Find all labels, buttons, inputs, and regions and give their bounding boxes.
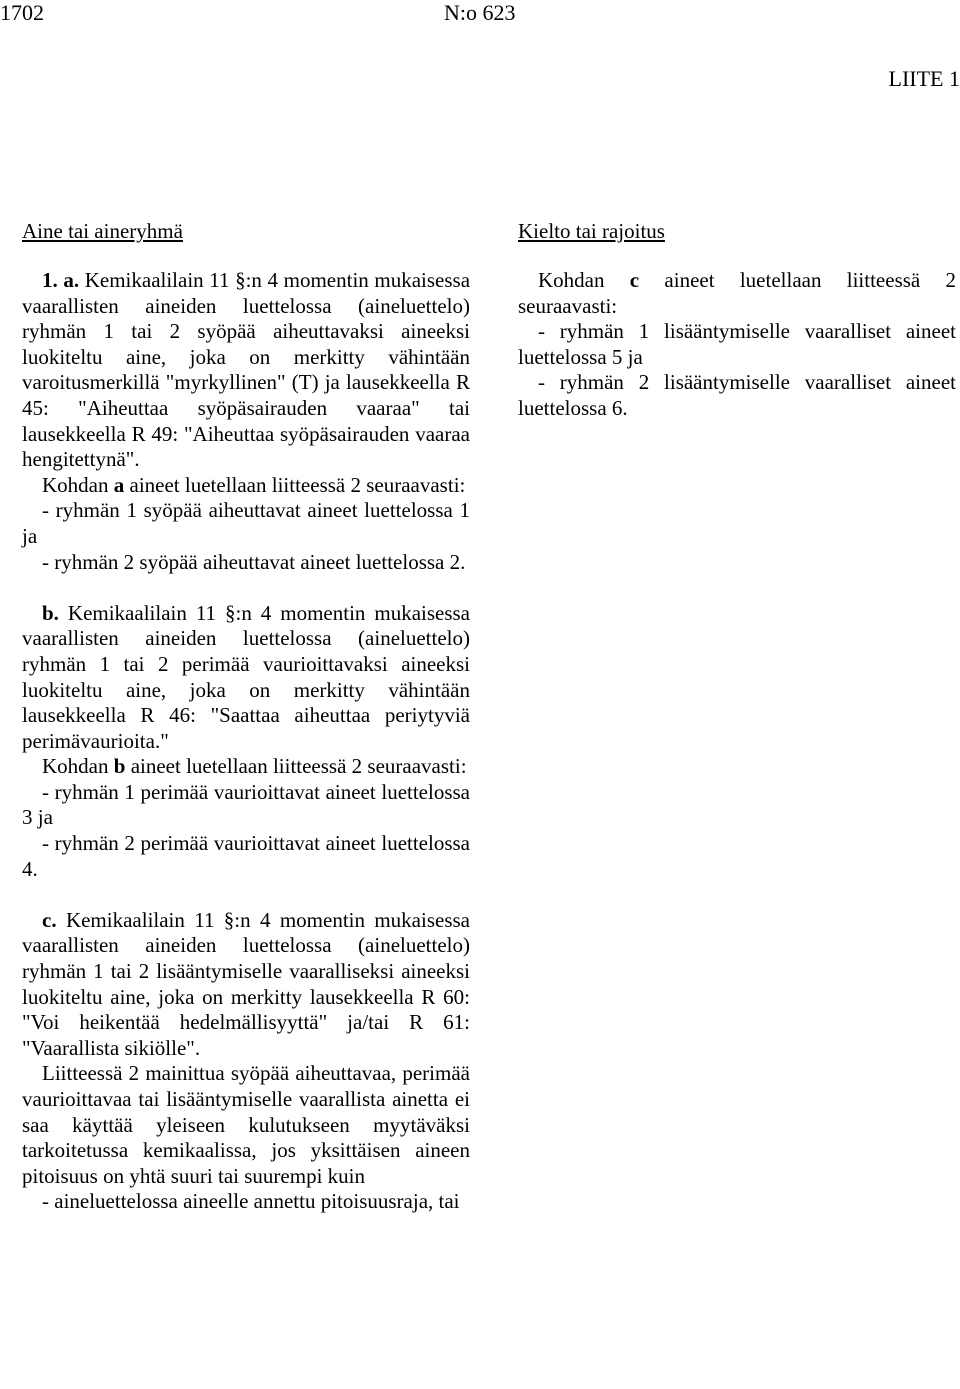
section-a-label: 1. a. bbox=[42, 268, 80, 292]
section-b-item-1: - ryhmän 1 perimää vaurioittavat aineet luettelossa 3 ja bbox=[22, 779, 470, 830]
section-a-item-2: - ryhmän 2 syöpää aiheuttavat aineet luettelossa 2. bbox=[42, 549, 466, 574]
publication-number: N:o 623 bbox=[444, 0, 516, 25]
appendix-label: LIITE 1 bbox=[888, 66, 960, 91]
section-b-item-2: - ryhmän 2 perimää vaurioittavat aineet luettelossa 4. bbox=[22, 831, 470, 881]
section-a-kohdan: Kohdan a aineet luetellaan liitteessä 2 seuraavasti: bbox=[42, 472, 466, 497]
right-item-2: - ryhmän 2 lisääntymiselle vaaralliset aineet luettelossa 6. bbox=[518, 370, 956, 420]
section-b-label: b. bbox=[42, 600, 59, 625]
left-column bbox=[22, 268, 470, 1215]
section-a-intro: 1. a. Kemikaalilain 11 §:n 4 momentin mukaisessa vaarallisten aineiden luettelossa (aineluettelo) ryhmän 1 tai 2 syöpää aiheuttavaksi aineeksi luokiteltu aine, joka on merkitty vähintään varoitusmerkillä "myrkyllinen" (T) ja lausekkeella R 45: "Aiheuttaa syöpäsairauden vaaraa" tai lausekkeella R 49: "Aiheuttaa syöpäsairauden vaaraa hengitettynä". bbox=[22, 268, 471, 472]
right-item-1: - ryhmän 1 lisääntymiselle vaaralliset aineet luettelossa 5 ja bbox=[518, 319, 956, 369]
right-kohdan: Kohdan c aineet luetellaan liitteessä 2 seuraavasti: bbox=[518, 268, 957, 318]
section-c-item-1: - aineluettelossa aineelle annettu pitoisuusraja, tai bbox=[42, 1189, 460, 1214]
right-column bbox=[518, 268, 956, 422]
page-number: 1702 bbox=[0, 0, 44, 25]
section-b-kohdan: Kohdan b aineet luetellaan liitteessä 2 seuraavasti: bbox=[42, 754, 467, 779]
section-c-label: c. bbox=[42, 907, 57, 932]
section-b-intro: b. Kemikaalilain 11 §:n 4 momentin mukaisessa vaarallisten aineiden luettelossa (aineluettelo) ryhmän 1 tai 2 perimää vaurioittavaksi aineeksi luokiteltu aine, joka on merkitty vähintään lausekkeella R 46: "Saattaa aiheuttaa periytyviä perimävaurioita." bbox=[22, 600, 471, 753]
section-a-item-1: - ryhmän 1 syöpää aiheuttavat aineet luettelossa 1 ja bbox=[22, 498, 470, 548]
right-column-heading: Kielto tai rajoitus bbox=[518, 219, 665, 243]
left-column-heading: Aine tai aineryhmä bbox=[22, 219, 183, 243]
section-c-intro: c. Kemikaalilain 11 §:n 4 momentin mukaisessa vaarallisten aineiden luettelossa (aineluettelo) ryhmän 1 tai 2 lisääntymiselle vaaralliseksi aineeksi luokiteltu aine, joka on merkitty lausekkeella R 60: "Voi heikentää hedelmällisyyttä" ja/tai R 61: "Vaarallista sikiölle". bbox=[22, 907, 471, 1060]
section-c-restriction: Liitteessä 2 mainittua syöpää aiheuttavaa, perimää vaurioittavaa tai lisääntymiselle vaarallista ainetta ei saa käyttää yleiseen kulutukseen myytäväksi tarkoitetussa kemikaalissa, jos yksittäisen aineen pitoisuus on yhtä suuri tai suurempi kuin bbox=[22, 1061, 470, 1188]
